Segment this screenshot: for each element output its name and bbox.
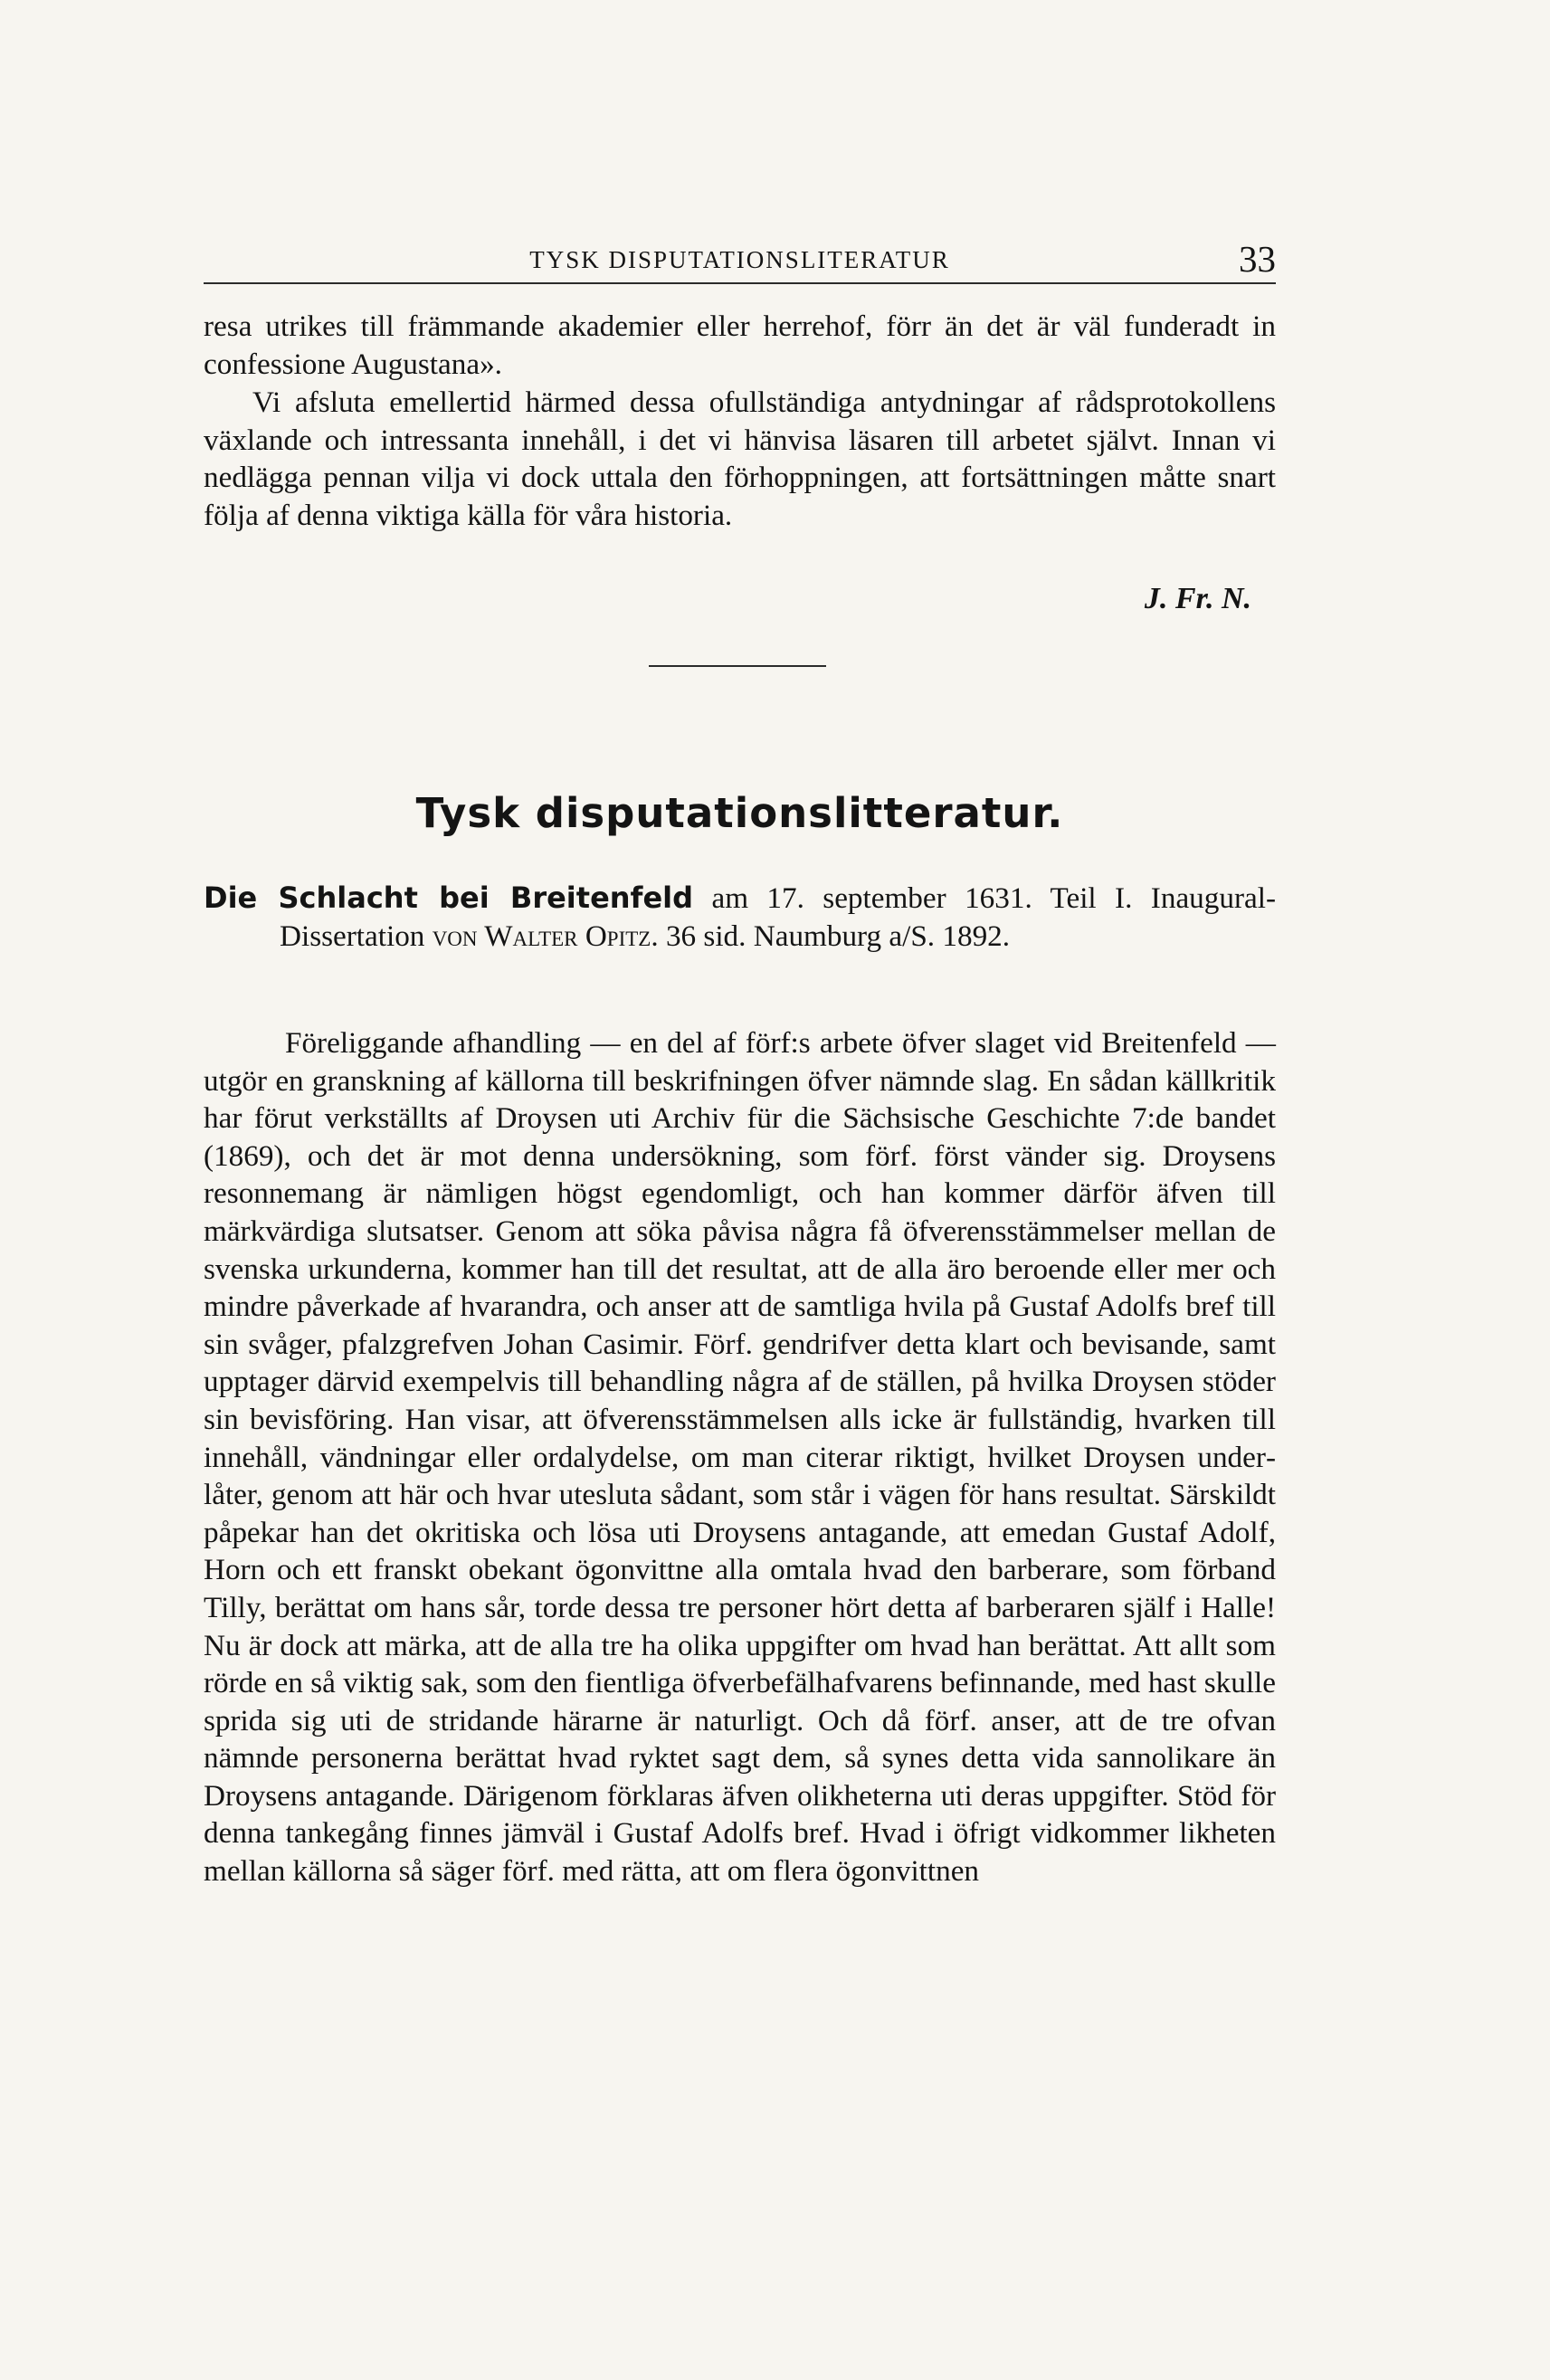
running-head-title: TYSK DISPUTATIONSLITERATUR (529, 246, 950, 273)
review-paragraph: Föreliggande afhandling — en del af förf:s arbete öfver slaget vid Breitenfeld — utgör en granskning af källorna till beskrifningen öfver nämnde slag. En sådan källkritik har förut verkställts af Droysen uti Archiv für die Sächsische Geschichte 7:de bandet (1869), och det är mot denna undersökning, som förf. först vänder sig. Droysens resonnemang är nämligen högst egendomligt, och han kommer därför äfven till märkvärdiga slutsatser. Genom att söka påvisa några få öfverensstämmelser mellan de svenska urkunderna, kommer han till det resultat, att de alla äro beroende eller mer och mindre påverkade af hvarandra, och anser att de samtliga hvila på Gustaf Adolfs bref till sin svåger, pfalzgrefven Johan Casimir. Förf. gendrifver detta klart och bevisande, samt upptager därvid exempelvis till behandling några af de ställen, på hvilka Droysen stöder sin bevisföring. Han visar, att öfverensstämmelsen alls icke är fullständig, hvarken till innehåll, vändningar eller ordalydelse, om man citerar riktigt, hvilket Droysen underlåter, genom att här och hvar utesluta sådant, som står i vägen för hans resultat. Särskildt påpekar han det okritiska och lösa uti Droysens antagande, att emedan Gustaf Adolf, Horn och ett franskt obekant ögonvittne alla omtala hvad den barberare, som förband Tilly, berättat om hans sår, torde dessa tre personer hört detta af barberaren själf i Halle! Nu är dock att märka, att de alla tre ha olika uppgifter om hvad han berättat. Att allt som rörde en så viktig sak, som den fientliga öfverbefälhafvarens befinnande, med hast skulle sprida sig uti de stridande härarne är naturligt. Och då förf. anser, att de tre ofvan nämnde personerna berättat hvad ryktet sagt dem, så synes detta vida sannolikare än Droysens antagande. Därigenom förklaras äfven olikheterna uti deras uppgifter. Stöd för denna tankegång finnes jämväl i Gustaf Adolfs bref. Hvad i öfrigt vidkommer likheten mellan källorna så säger förf. med rätta, att om flera ögonvittnen (204, 1026, 1276, 1889)
author-signature: J. Fr. N. (1144, 582, 1251, 615)
previous-article-closing-paragraph: Vi afsluta emellertid härmed dessa ofullständiga antydningar af rådsprotokollens växlande och intressanta innehåll, i det vi hänvisa läsaren till arbetet självt. Innan vi nedlägga pennan vilja vi dock uttala den förhoppningen, att fortsättningen måtte snart följa af denna viktiga källa för våra historia. (204, 386, 1276, 532)
bibliographic-entry (204, 880, 1276, 955)
entry-author: von Walter Opitz. (432, 919, 659, 953)
section-divider-rule (649, 665, 826, 667)
entry-title: Die Schlacht bei Breitenfeld (204, 881, 694, 915)
section-title: Tysk disputationslitteratur. (415, 789, 1064, 837)
entry-details: 36 sid. Naumburg a/S. 1892. (665, 919, 1011, 953)
running-head (204, 237, 1276, 284)
previous-article-continuation: resa utrikes till främmande akademier eller herrehof, förr än det är väl funderadt in confessione Augustana». (204, 309, 1276, 381)
page-number: 33 (1239, 238, 1276, 280)
entry-date: am 17. september 1631. Teil I. Inaugural-Dissertation (280, 881, 1277, 953)
